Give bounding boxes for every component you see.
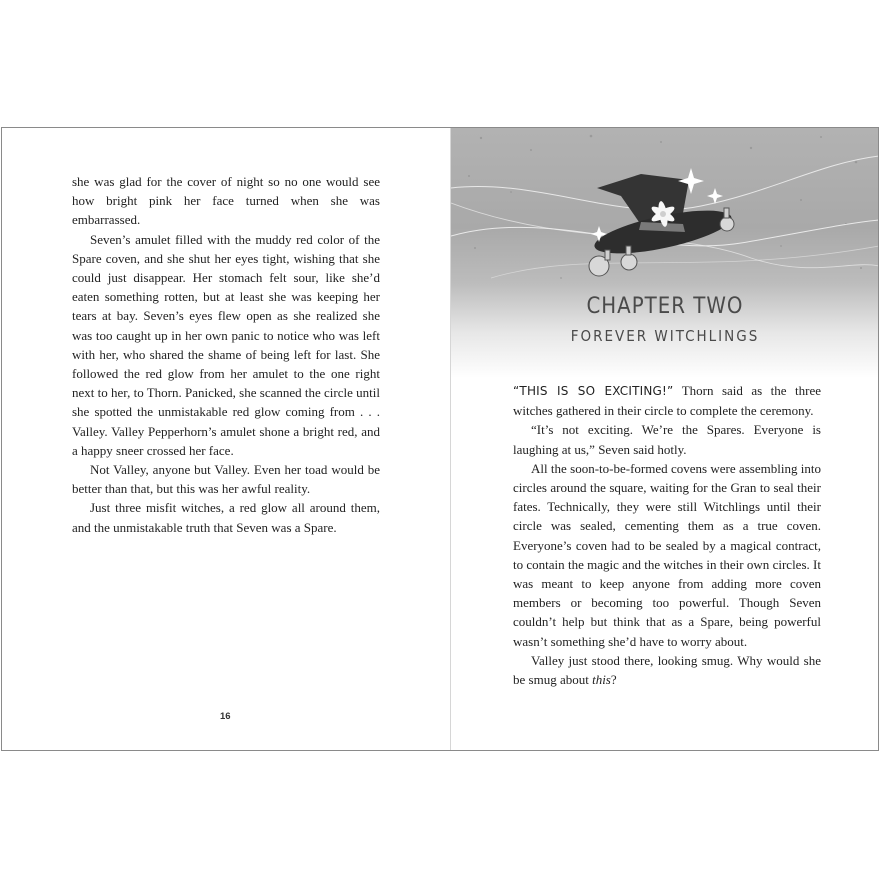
- left-page: [72, 172, 380, 537]
- right-page: [513, 381, 821, 689]
- chapter-title: FOREVER WITCHLINGS: [570, 327, 760, 345]
- last-italic: this: [592, 672, 611, 688]
- last-before: Valley just stood there, looking smug. Why would she be smug about: [513, 652, 821, 688]
- page-number: 16: [220, 711, 231, 722]
- left-paragraph-2: Seven’s amulet filled with the muddy red color of the Spare coven, and she shut her eyes tight, wishing that she could just disappear. Her stomach felt sour, like she’d eaten something rotten, but at least she was keeping her tears at bay. Seven’s eyes flew open as she realized she was too caught up in her own panic to notice who was left with her, who shared the shame of being left for last. She followed the red glow from her amulet to the one right next to her, to Thorn. Panicked, she scanned the circle until she spotted the unmistakable red glow coming from . . . Valley. Valley Pepperhorn’s amulet shone a bright red, and a happy sneer crossed her face.: [72, 231, 380, 458]
- opening-caps: “THIS IS SO EXCITING!”: [513, 384, 674, 398]
- chapter-number: CHAPTER TWO: [586, 294, 744, 319]
- left-paragraph-4: Just three misfit witches, a red glow all around them, and the unmistakable truth that Seven was a Spare.: [72, 500, 380, 535]
- right-paragraph-2: “It’s not exciting. We’re the Spares. Everyone is laughing at us,” Seven said hotly.: [513, 422, 821, 457]
- right-paragraph-1: [513, 381, 821, 420]
- last-after: ?: [610, 672, 617, 688]
- right-paragraph-4: [513, 651, 821, 689]
- opening-rest: Thorn said as the three witches gathered in their circle to complete the ceremony.: [513, 383, 822, 419]
- left-paragraph-3: Not Valley, anyone but Valley. Even her toad would be better than that, but this was her awful reality.: [72, 462, 380, 497]
- left-paragraph-1: she was glad for the cover of night so no one would see how bright pink her face turned when she was embarrassed.: [72, 174, 380, 228]
- right-paragraph-3: All the soon-to-be-formed covens were assembling into circles around the square, waiting for the Gran to seal their fates. Technically, they were still Witchlings until their circle was sealed, cementing them as a true coven. Everyone’s coven had to be sealed by a magical contract, to contain the magic and the witches in their own circles. It was meant to keep anyone from adding more coven members or becoming too powerful. Though Seven couldn’t help but think that as a Spare, being powerful wasn’t something she’d have to worry about.: [513, 460, 821, 649]
- swirl-line-4: [491, 246, 879, 278]
- book-spread: [1, 127, 879, 751]
